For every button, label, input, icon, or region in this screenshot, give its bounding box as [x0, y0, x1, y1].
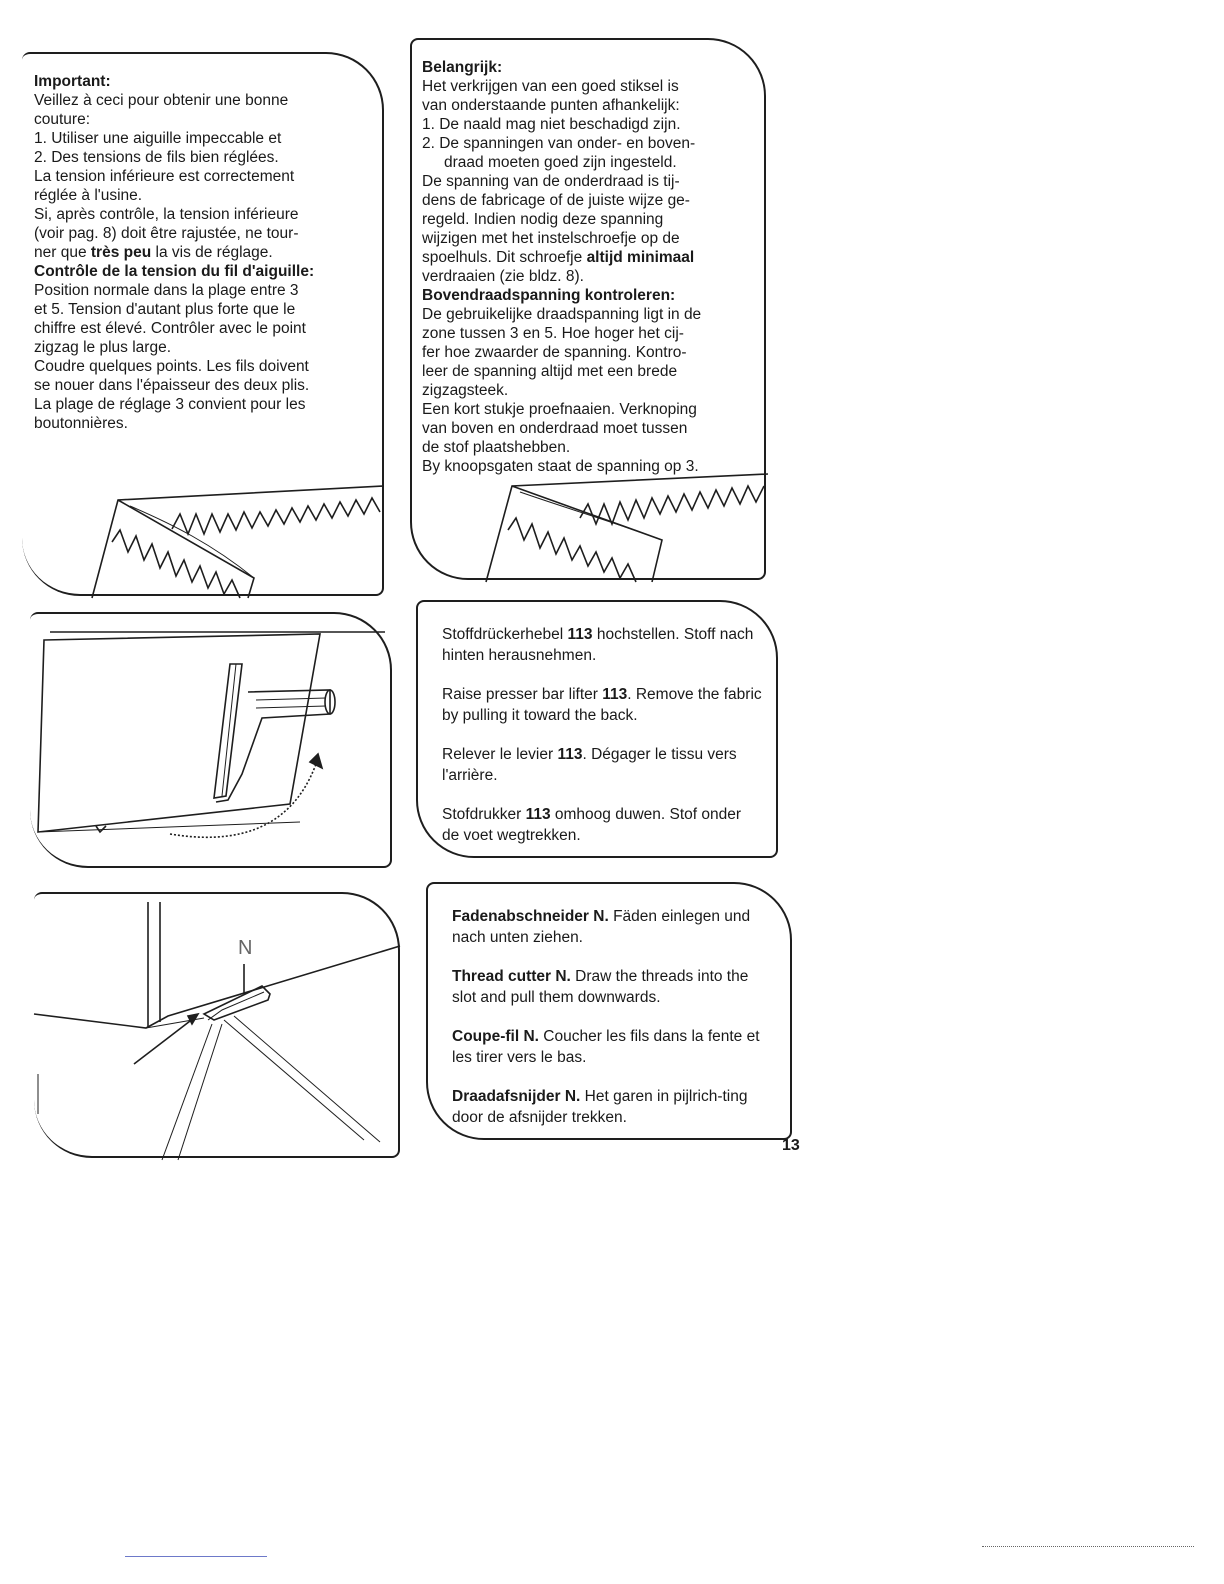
- dutch-line-8: regeld. Indien nodig deze spanning: [422, 211, 664, 228]
- dutch-line-1: Het verkrijgen van een goed stiksel is: [422, 78, 679, 95]
- dutch-line-11: verdraaien (zie bldz. 8).: [422, 268, 584, 285]
- french-line-7: Si, après contrôle, la tension inférieure: [34, 206, 299, 223]
- cutter-instruction-nl: Draadafsnijder N. Het garen in pijlrich-ting door de afsnijder trekken.: [452, 1088, 748, 1126]
- french-line-11: et 5. Tension d'autant plus forte que le: [34, 301, 296, 318]
- dutch-line-13: zone tussen 3 en 5. Hoe hoger het cij-: [422, 325, 684, 342]
- presser-instructions-text: [442, 624, 762, 846]
- dutch-line-15: leer de spanning altijd met een brede: [422, 363, 678, 380]
- french-line-13: zigzag le plus large.: [34, 339, 171, 356]
- dutch-note-subtitle: Bovendraadspanning kontroleren:: [422, 287, 676, 304]
- zigzag-fabric-illustration-fr: [22, 54, 384, 598]
- scan-line-bottom: [125, 1556, 267, 1557]
- cutter-instruction-fr: Coupe-fil N. Coucher les fils dans la fente et les tirer vers le bas.: [452, 1028, 760, 1066]
- page-number: 13: [782, 1137, 800, 1154]
- presser-instruction-de: Stoffdrückerhebel 113 hochstellen. Stoff nach hinten herausnehmen.: [442, 626, 754, 664]
- cutter-instruction-de: Fadenabschneider N. Fäden einlegen und nach unten ziehen.: [452, 908, 751, 946]
- french-line-4: 2. Des tensions de fils bien réglées.: [34, 149, 279, 166]
- cutter-instruction-en: Thread cutter N. Draw the threads into the slot and pull them downwards.: [452, 968, 749, 1006]
- dutch-line-12: De gebruikelijke draadspanning ligt in de: [422, 306, 702, 323]
- french-line-15: se nouer dans l'épaisseur des deux plis.: [34, 377, 310, 394]
- dutch-note-title: Belangrijk:: [422, 59, 503, 76]
- presser-instruction-fr: Relever le levier 113. Dégager le tissu vers l'arrière.: [442, 746, 737, 784]
- french-line-10: Position normale dans la plage entre 3: [34, 282, 299, 299]
- french-line-3: 1. Utiliser une aiguille impeccable et: [34, 130, 282, 147]
- presser-instructions-panel: [416, 600, 778, 858]
- french-line-12: chiffre est élevé. Contrôler avec le point: [34, 320, 306, 337]
- french-line-5: La tension inférieure est correctement: [34, 168, 295, 185]
- french-line-14: Coudre quelques points. Les fils doivent: [34, 358, 309, 375]
- french-note-subtitle: Contrôle de la tension du fil d'aiguille:: [34, 263, 315, 280]
- french-line-9: ner que très peu la vis de réglage.: [34, 244, 273, 261]
- dutch-line-5: draad moeten goed zijn ingesteld.: [444, 154, 677, 171]
- french-line-17: boutonnières.: [34, 415, 128, 432]
- dutch-line-20: By knoopsgaten staat de spanning op 3.: [422, 458, 699, 475]
- dutch-line-7: dens de fabricage of de juiste wijze ge-: [422, 192, 690, 209]
- presser-instruction-nl: Stofdrukker 113 omhoog duwen. Stof onder de voet wegtrekken.: [442, 806, 742, 844]
- presser-foot-illustration: [30, 614, 392, 870]
- dutch-note-panel: [410, 38, 766, 580]
- french-line-8: (voir pag. 8) doit être rajustée, ne tour-: [34, 225, 299, 242]
- dutch-line-17: Een kort stukje proefnaaien. Verknoping: [422, 401, 697, 418]
- dutch-line-3: 1. De naald mag niet beschadigd zijn.: [422, 116, 681, 133]
- french-note-title: Important:: [34, 73, 111, 90]
- dutch-line-9: wijzigen met het instelschroefje op de: [422, 230, 680, 247]
- dutch-line-18: van boven en onderdraad moet tussen: [422, 420, 688, 437]
- zigzag-fabric-illustration-nl: [412, 40, 768, 582]
- french-line-6: réglée à l'usine.: [34, 187, 143, 204]
- dutch-line-6: De spanning van de onderdraad is tij-: [422, 173, 680, 190]
- dutch-line-10: spoelhuls. Dit schroefje altijd minimaal: [422, 249, 695, 266]
- dutch-line-2: van onderstaande punten afhankelijk:: [422, 97, 680, 114]
- scan-line-right: [982, 1546, 1194, 1547]
- french-line-16: La plage de réglage 3 convient pour les: [34, 396, 306, 413]
- thread-cutter-illustration: [34, 894, 400, 1160]
- thread-cutter-instructions-panel: [426, 882, 792, 1140]
- thread-cutter-instructions-text: [452, 906, 776, 1128]
- presser-foot-illustration-panel: [30, 612, 392, 868]
- dutch-line-19: de stof plaatshebben.: [422, 439, 571, 456]
- cutter-label: N: [238, 937, 253, 959]
- dutch-line-14: fer hoe zwaarder de spanning. Kontro-: [422, 344, 687, 361]
- french-line-1: Veillez à ceci pour obtenir une bonne: [34, 92, 289, 109]
- presser-instruction-en: Raise presser bar lifter 113. Remove the fabric by pulling it toward the back.: [442, 686, 762, 724]
- thread-cutter-illustration-panel: [34, 892, 400, 1158]
- dutch-line-4: 2. De spanningen van onder- en boven-: [422, 135, 696, 152]
- french-note-panel: [22, 52, 384, 596]
- french-line-2: couture:: [34, 111, 91, 128]
- dutch-line-16: zigzagsteek.: [422, 382, 509, 399]
